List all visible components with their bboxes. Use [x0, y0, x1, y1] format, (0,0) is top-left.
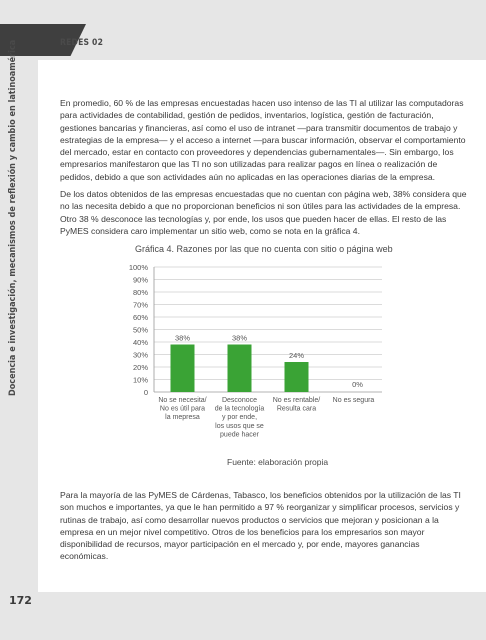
x-category-label: los usos que se — [215, 422, 264, 430]
bar — [228, 345, 252, 393]
x-category-label: y por ende, — [221, 414, 258, 422]
x-category-label: Desconoce — [221, 397, 258, 404]
y-tick-label: 20% — [132, 363, 148, 372]
x-category-label: de la tecnología — [214, 405, 265, 413]
y-tick-label: 0 — [143, 388, 148, 397]
y-tick-label: 70% — [132, 300, 148, 310]
x-category-label: puede hacer — [220, 431, 259, 439]
x-category-label: No es útil para — [159, 405, 206, 413]
x-category-label: No se necesita/ — [158, 397, 207, 404]
data-label: 0% — [352, 380, 363, 389]
y-tick-label: 50% — [132, 325, 148, 335]
y-tick-label: 90% — [132, 275, 148, 285]
bar-chart — [116, 258, 386, 448]
running-header: REDES 02 — [60, 38, 104, 48]
y-tick-label: 40% — [132, 338, 148, 347]
data-label: 24% — [288, 351, 305, 360]
page-number: 172 — [9, 594, 32, 607]
data-label: 38% — [174, 333, 191, 343]
figure-title: Gráfica 4. Razones por las que no cuenta con sitio o página web — [135, 244, 393, 254]
x-category-label: No es segura — [332, 397, 375, 404]
side-band — [0, 60, 38, 592]
bar — [171, 345, 195, 393]
x-category-label: la mepresa — [165, 414, 200, 422]
figure-source: Fuente: elaboración propia — [227, 457, 329, 467]
x-category-label: No es rentable/ — [272, 397, 321, 404]
y-tick-label: 80% — [132, 288, 148, 297]
y-tick-label: 10% — [132, 375, 148, 385]
footer-band — [0, 592, 486, 640]
paragraph-1: En promedio, 60 % de las empresas encuestadas hacen uso intenso de las TI al utilizar las computadoras para actividades de contabilidad, gestión de pedidos, inventarios, logística, gestión de facturación, gestiones bancarias y financieras, así como el uso de intranet —para transmitir documentos de trabajo y estrategias de la empresa— y el acceso a internet —para buscar información, observar el comportamiento del mercado, estar en contacto con proveedores y dependencias gubernamentales—. Sin embargo, los empresarios manifestaron que las TI no son utilizadas para realizar pagos en línea o realización de pedidos, debido a que son actividades aún no aplicadas en las operaciones diarias de la empresa. — [60, 98, 466, 182]
y-tick-label: 60% — [132, 313, 148, 322]
paragraph-3: Para la mayoría de las PyMES de Cárdenas, Tabasco, los beneficios obtenidos por la utilización de las TI son muchos e importantes, ya que le han permitido a 97 % reorganizar y simplificar procesos, servicios y rutinas de trabajo, así como desarrollar nuevos productos o servicios que mejoran y posicionan a la empresa en un mejor nivel competitivo. Otros de los beneficios para los empresarios son mayor disponibilidad de recursos, mayor participación en el mercado y, por ende, mayores ganancias económicas. — [60, 490, 461, 562]
side-running-title: Docencia e investigación, mecanismos de reflexión y cambio en latinoamérica — [8, 39, 18, 396]
paragraph-2: De los datos obtenidos de las empresas encuestadas que no cuentan con página web, 38% considera que no las necesita debido a que no proporcionan beneficios ni son útiles para las actividades de la empresa. Otro 38 % desconoce las tecnologías y, por ende, los usos que pueden hacer de ellas. El resto de las PyMES considera caro implementar un sitio web, como se nota en la gráfica 4. — [60, 189, 467, 236]
bar — [285, 362, 309, 392]
y-tick-label: 30% — [132, 350, 148, 360]
x-category-label: Resulta cara — [276, 405, 317, 413]
y-tick-label: 100% — [128, 263, 148, 272]
data-label: 38% — [231, 333, 248, 343]
